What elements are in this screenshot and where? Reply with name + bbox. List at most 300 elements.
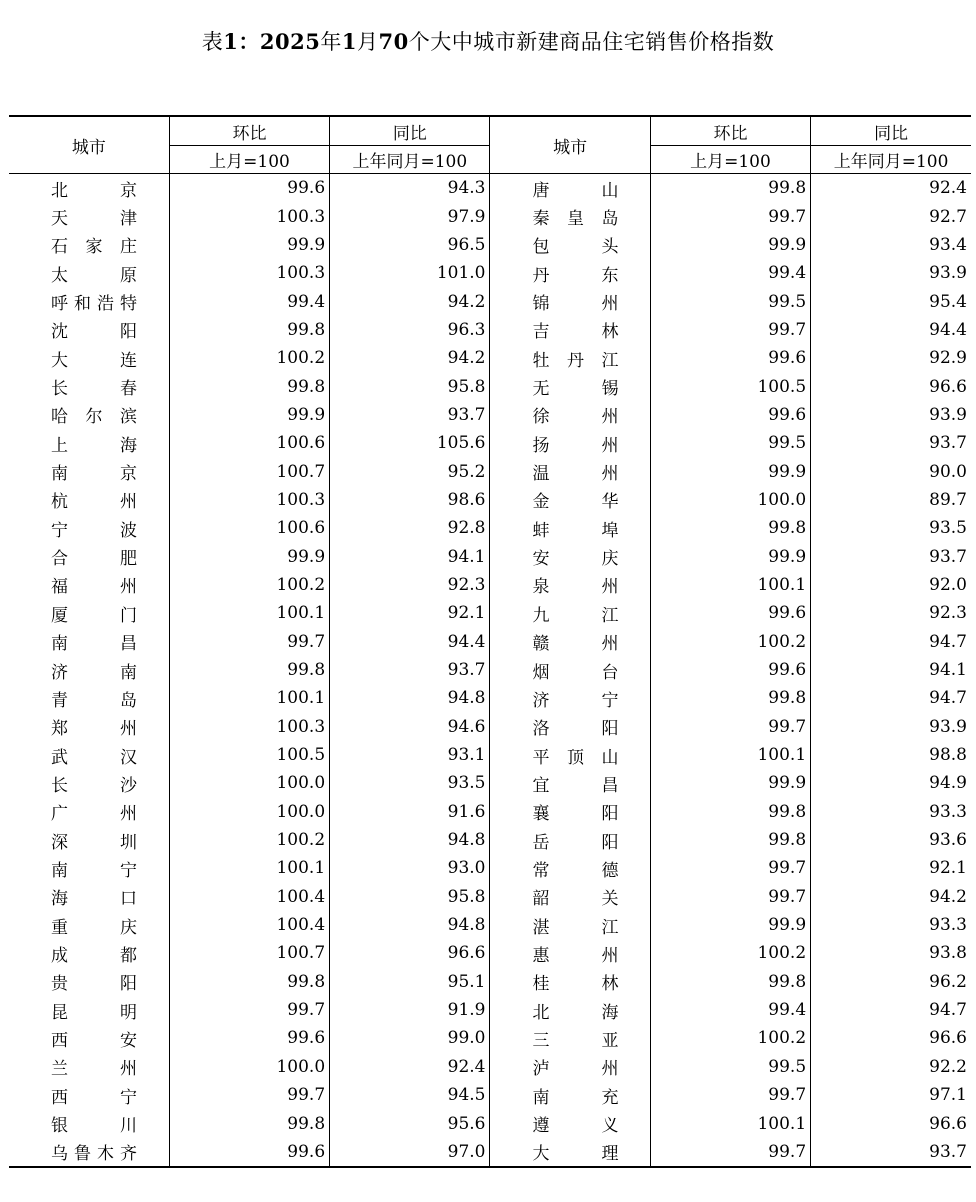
city-label: 北海 — [532, 1002, 619, 1023]
city-label: 安庆 — [532, 549, 619, 570]
mom-value: 100.6 — [169, 429, 329, 457]
city-label: 乌鲁木齐 — [51, 1144, 137, 1165]
city-label: 厦门 — [51, 605, 137, 626]
city-label: 牡丹江 — [532, 350, 619, 371]
yoy-value: 94.5 — [330, 1081, 490, 1109]
mom-value: 99.9 — [650, 231, 810, 259]
mom-value: 99.9 — [650, 457, 810, 485]
city-label: 包头 — [532, 237, 619, 258]
yoy-value: 92.3 — [811, 599, 971, 627]
city-label: 大理 — [532, 1144, 619, 1165]
city-name — [9, 939, 169, 967]
yoy-value: 96.6 — [811, 372, 971, 400]
table-row — [9, 542, 971, 570]
header-mom-right: 环比 — [650, 116, 810, 146]
city-name — [9, 231, 169, 259]
mom-value: 99.5 — [650, 1053, 810, 1081]
mom-value: 99.5 — [650, 287, 810, 315]
city-name — [490, 854, 650, 882]
yoy-value: 92.1 — [330, 599, 490, 627]
yoy-value: 95.2 — [330, 457, 490, 485]
city-label: 合肥 — [51, 549, 137, 570]
city-label: 呼和浩特 — [51, 294, 137, 315]
mom-value: 100.2 — [169, 571, 329, 599]
city-label: 天津 — [51, 209, 137, 230]
city-label: 海口 — [51, 889, 137, 910]
city-label: 丹东 — [532, 265, 619, 286]
yoy-value: 93.9 — [811, 401, 971, 429]
yoy-value: 94.7 — [811, 684, 971, 712]
table-row — [9, 372, 971, 400]
table-row — [9, 826, 971, 854]
yoy-value: 94.2 — [330, 287, 490, 315]
yoy-value: 94.7 — [811, 996, 971, 1024]
city-label: 唐山 — [532, 180, 619, 201]
city-label: 广州 — [51, 804, 137, 825]
mom-value: 100.4 — [169, 883, 329, 911]
city-name — [490, 968, 650, 996]
mom-value: 100.5 — [650, 372, 810, 400]
mom-value: 100.1 — [650, 741, 810, 769]
header-city-left: 城市 — [9, 116, 169, 174]
yoy-value: 93.5 — [811, 514, 971, 542]
city-label: 湛江 — [532, 917, 619, 938]
city-label: 南京 — [51, 464, 137, 485]
city-label: 杭州 — [51, 492, 137, 513]
yoy-value: 101.0 — [330, 259, 490, 287]
city-name — [9, 372, 169, 400]
city-name — [9, 684, 169, 712]
city-name — [9, 628, 169, 656]
header-yoy-base-left: 上年同月=100 — [330, 146, 490, 174]
mom-value: 99.8 — [169, 372, 329, 400]
city-name — [490, 372, 650, 400]
mom-value: 99.9 — [169, 231, 329, 259]
mom-value: 99.8 — [650, 826, 810, 854]
yoy-value: 94.4 — [330, 628, 490, 656]
mom-value: 100.7 — [169, 939, 329, 967]
mom-value: 99.6 — [169, 1024, 329, 1052]
city-name — [490, 457, 650, 485]
city-name — [9, 798, 169, 826]
city-label: 郑州 — [51, 719, 137, 740]
yoy-value: 94.2 — [811, 883, 971, 911]
city-name — [490, 1024, 650, 1052]
city-name — [9, 713, 169, 741]
city-name — [9, 259, 169, 287]
table-row — [9, 401, 971, 429]
yoy-value: 105.6 — [330, 429, 490, 457]
mom-value: 100.3 — [169, 259, 329, 287]
city-name — [9, 599, 169, 627]
city-name — [9, 741, 169, 769]
mom-value: 99.6 — [650, 656, 810, 684]
mom-value: 99.5 — [650, 429, 810, 457]
yoy-value: 95.6 — [330, 1109, 490, 1137]
table-row — [9, 1081, 971, 1109]
city-label: 西宁 — [51, 1087, 137, 1108]
yoy-value: 99.0 — [330, 1024, 490, 1052]
mom-value: 99.7 — [650, 883, 810, 911]
city-label: 襄阳 — [532, 804, 619, 825]
city-label: 遵义 — [532, 1116, 619, 1137]
city-label: 徐州 — [532, 407, 619, 428]
city-name — [9, 401, 169, 429]
yoy-value: 93.7 — [811, 1138, 971, 1167]
yoy-value: 93.3 — [811, 911, 971, 939]
city-label: 韶关 — [532, 889, 619, 910]
city-name — [9, 429, 169, 457]
city-name — [9, 1024, 169, 1052]
mom-value: 99.8 — [650, 798, 810, 826]
yoy-value: 93.6 — [811, 826, 971, 854]
table-row — [9, 429, 971, 457]
table-row — [9, 883, 971, 911]
header-yoy-right: 同比 — [811, 116, 971, 146]
city-name — [490, 344, 650, 372]
city-label: 北京 — [51, 180, 137, 201]
city-label: 宜昌 — [532, 775, 619, 796]
yoy-value: 93.1 — [330, 741, 490, 769]
city-label: 兰州 — [51, 1059, 137, 1080]
city-name — [490, 1109, 650, 1137]
city-label: 赣州 — [532, 634, 619, 655]
yoy-value: 97.1 — [811, 1081, 971, 1109]
mom-value: 100.2 — [650, 1024, 810, 1052]
mom-value: 99.6 — [650, 599, 810, 627]
city-label: 无锡 — [532, 379, 619, 400]
mom-value: 100.1 — [169, 684, 329, 712]
mom-value: 99.6 — [169, 1138, 329, 1167]
city-label: 蚌埠 — [532, 520, 619, 541]
mom-value: 99.9 — [650, 769, 810, 797]
yoy-value: 93.7 — [330, 401, 490, 429]
mom-value: 99.8 — [650, 968, 810, 996]
yoy-value: 92.0 — [811, 571, 971, 599]
city-label: 昆明 — [51, 1002, 137, 1023]
city-label: 泸州 — [532, 1059, 619, 1080]
mom-value: 99.7 — [650, 1138, 810, 1167]
mom-value: 99.9 — [169, 542, 329, 570]
city-name — [9, 996, 169, 1024]
title-text: 个大中城市新建商品住宅销售价格指数 — [408, 30, 775, 54]
title-city-count: 70 — [378, 29, 409, 54]
title-year-char: 年 — [320, 30, 342, 54]
city-name — [9, 202, 169, 230]
city-name — [490, 202, 650, 230]
city-name — [490, 486, 650, 514]
yoy-value: 96.6 — [811, 1109, 971, 1137]
yoy-value: 93.8 — [811, 939, 971, 967]
yoy-value: 94.4 — [811, 316, 971, 344]
mom-value: 100.7 — [169, 457, 329, 485]
table-row — [9, 798, 971, 826]
mom-value: 99.6 — [650, 344, 810, 372]
table-row — [9, 854, 971, 882]
city-label: 南充 — [532, 1087, 619, 1108]
yoy-value: 92.9 — [811, 344, 971, 372]
city-label: 成都 — [51, 945, 137, 966]
city-name — [9, 1081, 169, 1109]
yoy-value: 89.7 — [811, 486, 971, 514]
mom-value: 100.1 — [650, 571, 810, 599]
city-name — [490, 259, 650, 287]
table-row — [9, 599, 971, 627]
city-label: 九江 — [532, 605, 619, 626]
table-header — [9, 116, 971, 174]
mom-value: 100.4 — [169, 911, 329, 939]
city-label: 济宁 — [532, 690, 619, 711]
city-name — [490, 316, 650, 344]
city-label: 洛阳 — [532, 719, 619, 740]
table-row — [9, 968, 971, 996]
mom-value: 99.7 — [169, 628, 329, 656]
header-yoy-base-right: 上年同月=100 — [811, 146, 971, 174]
city-label: 惠州 — [532, 945, 619, 966]
mom-value: 100.2 — [650, 628, 810, 656]
mom-value: 99.4 — [650, 259, 810, 287]
yoy-value: 95.1 — [330, 968, 490, 996]
table-row — [9, 514, 971, 542]
city-name — [490, 174, 650, 203]
yoy-value: 94.1 — [330, 542, 490, 570]
city-name — [9, 911, 169, 939]
yoy-value: 92.3 — [330, 571, 490, 599]
city-label: 青岛 — [51, 690, 137, 711]
yoy-value: 96.2 — [811, 968, 971, 996]
city-label: 温州 — [532, 464, 619, 485]
city-name — [490, 514, 650, 542]
mom-value: 100.2 — [650, 939, 810, 967]
yoy-value: 90.0 — [811, 457, 971, 485]
city-name — [490, 542, 650, 570]
city-name — [9, 542, 169, 570]
table-row — [9, 457, 971, 485]
mom-value: 99.6 — [650, 401, 810, 429]
table-row — [9, 1109, 971, 1137]
table-row — [9, 287, 971, 315]
city-name — [9, 174, 169, 203]
city-name — [9, 826, 169, 854]
mom-value: 100.0 — [169, 769, 329, 797]
yoy-value: 94.2 — [330, 344, 490, 372]
yoy-value: 94.8 — [330, 684, 490, 712]
city-label: 济南 — [51, 662, 137, 683]
city-name — [490, 713, 650, 741]
city-name — [9, 968, 169, 996]
mom-value: 99.9 — [650, 542, 810, 570]
yoy-value: 96.5 — [330, 231, 490, 259]
mom-value: 100.6 — [169, 514, 329, 542]
table-title — [0, 26, 976, 56]
yoy-value: 94.1 — [811, 656, 971, 684]
header-mom-base-right: 上月=100 — [650, 146, 810, 174]
city-name — [490, 599, 650, 627]
header-mom-base-left: 上月=100 — [169, 146, 329, 174]
city-name — [490, 628, 650, 656]
city-name — [9, 514, 169, 542]
table-row — [9, 684, 971, 712]
city-label: 重庆 — [51, 917, 137, 938]
yoy-value: 94.7 — [811, 628, 971, 656]
city-label: 沈阳 — [51, 322, 137, 343]
city-label: 金华 — [532, 492, 619, 513]
mom-value: 100.5 — [169, 741, 329, 769]
header-city-right: 城市 — [490, 116, 650, 174]
yoy-value: 91.6 — [330, 798, 490, 826]
yoy-value: 93.7 — [811, 542, 971, 570]
yoy-value: 95.4 — [811, 287, 971, 315]
table-row — [9, 571, 971, 599]
yoy-value: 93.4 — [811, 231, 971, 259]
city-name — [9, 1138, 169, 1167]
city-name — [490, 1138, 650, 1167]
yoy-value: 94.8 — [330, 911, 490, 939]
yoy-value: 93.9 — [811, 713, 971, 741]
table-row — [9, 486, 971, 514]
mom-value: 99.8 — [169, 968, 329, 996]
mom-value: 99.8 — [169, 656, 329, 684]
yoy-value: 97.9 — [330, 202, 490, 230]
city-label: 长春 — [51, 379, 137, 400]
mom-value: 100.0 — [169, 798, 329, 826]
mom-value: 99.8 — [650, 514, 810, 542]
city-name — [490, 798, 650, 826]
city-name — [9, 1053, 169, 1081]
city-name — [490, 231, 650, 259]
city-name — [490, 769, 650, 797]
header-mom-left: 环比 — [169, 116, 329, 146]
table-row — [9, 628, 971, 656]
city-label: 福州 — [51, 577, 137, 598]
mom-value: 100.0 — [650, 486, 810, 514]
yoy-value: 95.8 — [330, 372, 490, 400]
mom-value: 99.7 — [650, 854, 810, 882]
city-name — [490, 287, 650, 315]
city-label: 长沙 — [51, 775, 137, 796]
mom-value: 100.3 — [169, 486, 329, 514]
table-row — [9, 996, 971, 1024]
city-name — [9, 1109, 169, 1137]
city-name — [490, 741, 650, 769]
mom-value: 99.8 — [650, 684, 810, 712]
city-name — [490, 996, 650, 1024]
mom-value: 100.2 — [169, 826, 329, 854]
city-name — [9, 344, 169, 372]
mom-value: 99.6 — [169, 174, 329, 203]
title-month-char: 月 — [356, 30, 379, 54]
city-label: 烟台 — [532, 662, 619, 683]
city-name — [9, 457, 169, 485]
city-label: 大连 — [51, 350, 137, 371]
city-name — [490, 911, 650, 939]
yoy-value: 94.9 — [811, 769, 971, 797]
yoy-value: 92.4 — [811, 174, 971, 203]
yoy-value: 92.2 — [811, 1053, 971, 1081]
yoy-value: 96.6 — [330, 939, 490, 967]
mom-value: 100.3 — [169, 713, 329, 741]
city-name — [9, 571, 169, 599]
mom-value: 99.8 — [169, 316, 329, 344]
city-label: 南宁 — [51, 860, 137, 881]
city-name — [490, 1081, 650, 1109]
city-name — [9, 656, 169, 684]
city-label: 西安 — [51, 1030, 137, 1051]
mom-value: 99.4 — [169, 287, 329, 315]
title-number: 1：2025 — [223, 29, 321, 54]
table-row — [9, 231, 971, 259]
city-label: 哈尔滨 — [51, 407, 137, 428]
city-label: 泉州 — [532, 577, 619, 598]
city-label: 常德 — [532, 860, 619, 881]
table-row — [9, 939, 971, 967]
mom-value: 100.1 — [650, 1109, 810, 1137]
city-name — [490, 826, 650, 854]
table-row — [9, 174, 971, 203]
city-name — [9, 486, 169, 514]
city-label: 锦州 — [532, 294, 619, 315]
yoy-value: 93.5 — [330, 769, 490, 797]
yoy-value: 91.9 — [330, 996, 490, 1024]
city-label: 贵阳 — [51, 974, 137, 995]
table-row — [9, 1138, 971, 1167]
city-name — [490, 1053, 650, 1081]
table-row — [9, 656, 971, 684]
mom-value: 99.4 — [650, 996, 810, 1024]
city-label: 扬州 — [532, 435, 619, 456]
mom-value: 99.7 — [650, 202, 810, 230]
mom-value: 99.9 — [169, 401, 329, 429]
yoy-value: 93.3 — [811, 798, 971, 826]
city-name — [9, 287, 169, 315]
table-row — [9, 741, 971, 769]
city-label: 银川 — [51, 1116, 137, 1137]
table-body — [9, 174, 971, 1168]
mom-value: 99.9 — [650, 911, 810, 939]
yoy-value: 94.6 — [330, 713, 490, 741]
yoy-value: 93.7 — [330, 656, 490, 684]
table-row — [9, 344, 971, 372]
yoy-value: 92.8 — [330, 514, 490, 542]
table-row — [9, 1024, 971, 1052]
table-row — [9, 259, 971, 287]
title-month-number: 1 — [341, 29, 357, 54]
city-name — [490, 883, 650, 911]
city-name — [9, 854, 169, 882]
mom-value: 99.7 — [650, 1081, 810, 1109]
mom-value: 99.7 — [169, 996, 329, 1024]
city-label: 桂林 — [532, 974, 619, 995]
yoy-value: 97.0 — [330, 1138, 490, 1167]
mom-value: 100.1 — [169, 854, 329, 882]
city-label: 武汉 — [51, 747, 137, 768]
table-row — [9, 316, 971, 344]
yoy-value: 92.4 — [330, 1053, 490, 1081]
city-label: 上海 — [51, 435, 137, 456]
mom-value: 100.0 — [169, 1053, 329, 1081]
city-name — [9, 316, 169, 344]
mom-value: 100.3 — [169, 202, 329, 230]
city-label: 石家庄 — [51, 237, 137, 258]
city-label: 宁波 — [51, 520, 137, 541]
mom-value: 99.7 — [650, 316, 810, 344]
mom-value: 100.1 — [169, 599, 329, 627]
header-yoy-left: 同比 — [330, 116, 490, 146]
city-name — [490, 656, 650, 684]
city-name — [490, 401, 650, 429]
table-row — [9, 713, 971, 741]
city-name — [490, 429, 650, 457]
